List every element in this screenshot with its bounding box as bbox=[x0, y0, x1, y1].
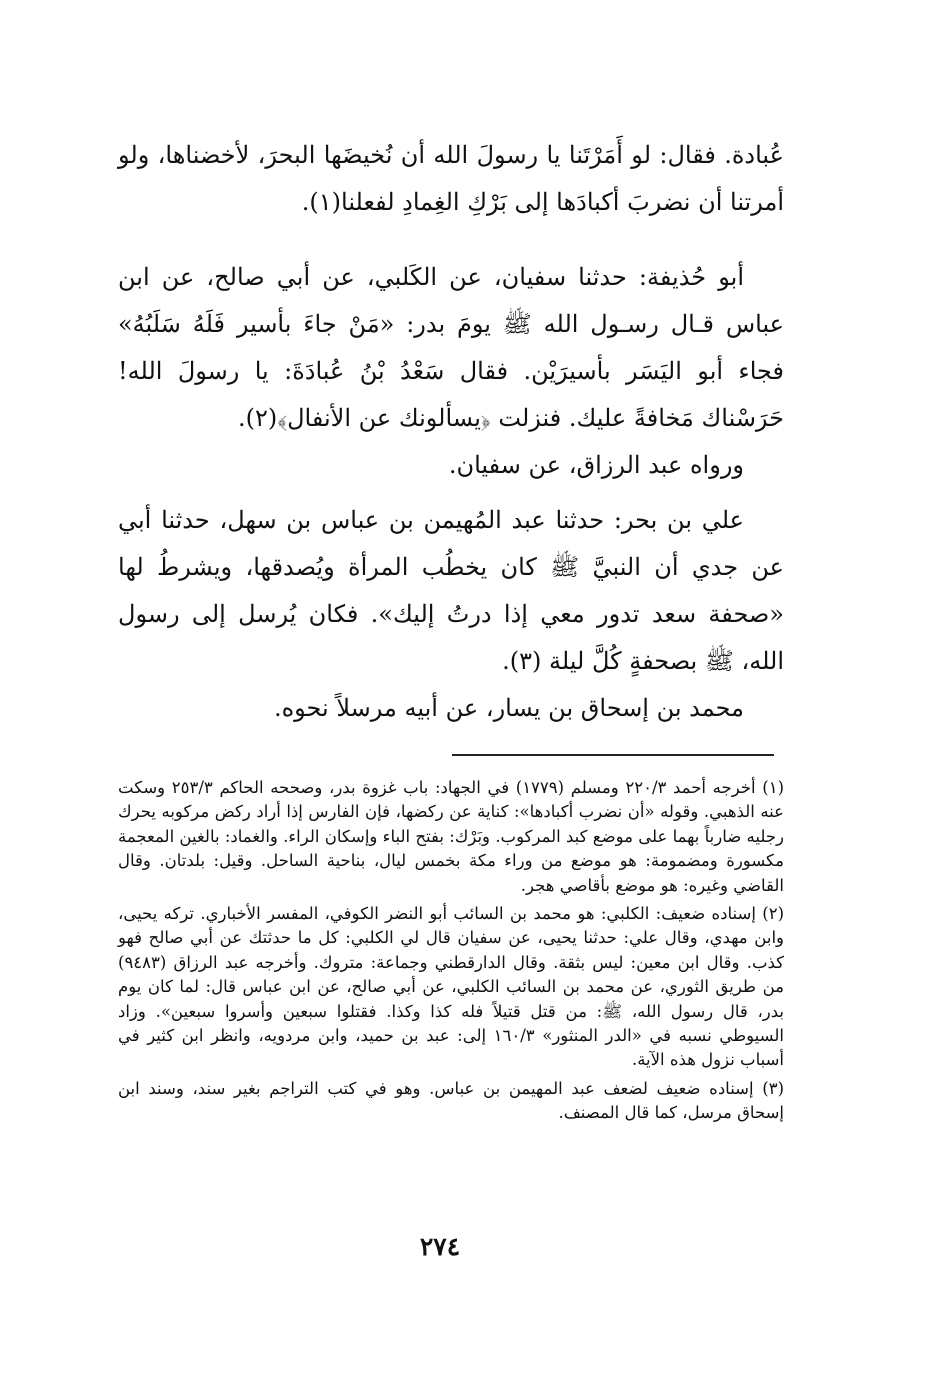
text-line: أبو حُذيفة: حدثنا سفيان، عن الكَلبي، عن أبي صالح، عن ابن عباس bbox=[118, 263, 784, 338]
main-text bbox=[118, 132, 784, 732]
paragraph-ibn-ishaq: محمد بن إسحاق بن يسار، عن أبيه مرسلاً نحوه. bbox=[273, 694, 744, 722]
paragraph-ubada bbox=[118, 132, 784, 226]
footnote-line: الرزاق (٩٤٨٣) من طريق الثوري، عن محمد بن السائب الكلبي، عن أبي صالح، عن ابن عباس bbox=[118, 952, 784, 997]
footnote-line: ٢٥٣/٣ وسكت عنه الذهبي. وقوله «أن نضرب أكبادها»: كناية عن ركضها، فإن الفارس إذا أراد bbox=[118, 778, 785, 822]
paragraph-rawah: ورواه عبد الرزاق، عن سفيان. bbox=[448, 451, 744, 479]
footnotes bbox=[118, 776, 784, 1126]
footnote-line: ابن كثير في أسباب نزول هذه الآية. bbox=[118, 1026, 784, 1070]
footnote-separator bbox=[452, 754, 774, 756]
text-line: بأسيرَيْن. فقال سَعْدُ بْنُ عُبادَةَ: يا رسولَ الله! حَرَسْناك مَخافةً عليك. فنزلت bbox=[118, 357, 784, 432]
footnote-3 bbox=[118, 1077, 784, 1126]
text-line: أن نضربَ أكبادَها إلى بَرْكِ الغِمادِ لفعلنا(١). bbox=[301, 188, 723, 216]
footnote-line: ركض مركوبه يحرك رجليه ضارباً بهما على موضع كبد المركوب. وبَرْك: بفتح الباء وإسكان bbox=[118, 802, 784, 846]
text-line: ليلة (٣). bbox=[502, 647, 585, 675]
footnote-1 bbox=[118, 776, 784, 898]
footnote-line: الساحل. وقيل: بلدتان. وقال القاضي وغيره: هو موضع بأقاصي هجر. bbox=[118, 851, 784, 895]
footnote-line: قال: لما كان يوم بدر، قال رسول الله، ﷺ: من قتل قتيلاً فله كذا وكذا. فقتلوا سبعين وأسروا bbox=[118, 977, 785, 1021]
footnote-line: (٢) إسناده ضعيف: الكلبي: هو محمد بن السائب أبو النضر الكوفي، المفسر الأخباري. تركه bbox=[163, 904, 784, 924]
text-line: ﴿يسألونك عن الأنفال﴾(٢). bbox=[237, 404, 491, 432]
footnote-line: (٣) إسناده ضعيف لضعف عبد المهيمن بن عباس. وهو في كتب التراجم بغير سند، وسند ابن bbox=[118, 1078, 784, 1098]
paragraph-ali-bin-bahr bbox=[118, 497, 784, 685]
footnote-2 bbox=[118, 902, 784, 1073]
footnote-line: سبعين». وزاد السيوطي نسبه في «الدر المنثور» ١٦٠/٣ إلى: عبد بن حميد، وابن مردويه، وانظر bbox=[118, 1001, 784, 1046]
text-line: عُبادة. فقال: لو أَمَرْتَنا يا رسولَ الله أن نُخيضَها البحرَ، لأخضناها، ولو أمرتنا bbox=[118, 141, 784, 216]
footnote-line: الراء. والغماد: بالغين المعجمة مكسورة ومضمومة: هو موضع من وراء مكة بخمس ليال، بناحية bbox=[118, 826, 785, 871]
footnote-line: يحيى، وابن مهدي، وقال علي: حدثنا يحيى، عن سفيان قال لي الكلبي: كل ما حدثتك عن bbox=[118, 904, 784, 948]
paragraph-gap bbox=[118, 226, 784, 254]
text-line: قـال رسـول الله ﷺ يومَ بدر: «مَنْ جاءَ بأسير فَلَهُ سَلَبُهُ» فجاء أبو اليَسَر bbox=[118, 310, 784, 385]
footnote-line: (١) أخرجه أحمد ٢٢٠/٣ ومسلم (١٧٧٩) في الجهاد: باب غزوة بدر، وصححه الحاكم bbox=[219, 778, 784, 797]
footnote-line: أبي صالح فهو كذب. وقال ابن معين: ليس بثقة. وقال الدارقطني وجماعة: متروك. وأخرجه عبد bbox=[118, 928, 784, 972]
footnote-line: إسحاق مرسل، كما قال المصنف. bbox=[558, 1103, 784, 1123]
page-number: ٢٧٤ bbox=[419, 1232, 461, 1261]
text-line: علي بن بحر: حدثنا عبد المُهيمن بن عباس بن سهل، حدثنا أبي عن bbox=[118, 506, 784, 581]
text-line: تدور معي إذا درتُ إليك». فكان يُرسل إلى رسول الله، ﷺ بصحفةٍ كُلَّ bbox=[118, 600, 784, 675]
paragraph-abu-hudhayfa bbox=[118, 254, 784, 442]
text-line: جدي أن النبيَّ ﷺ كان يخطُب المرأة ويُصدقها، ويشرطُ لها «صحفة سعد bbox=[118, 553, 784, 628]
paragraph-gap bbox=[118, 489, 784, 497]
